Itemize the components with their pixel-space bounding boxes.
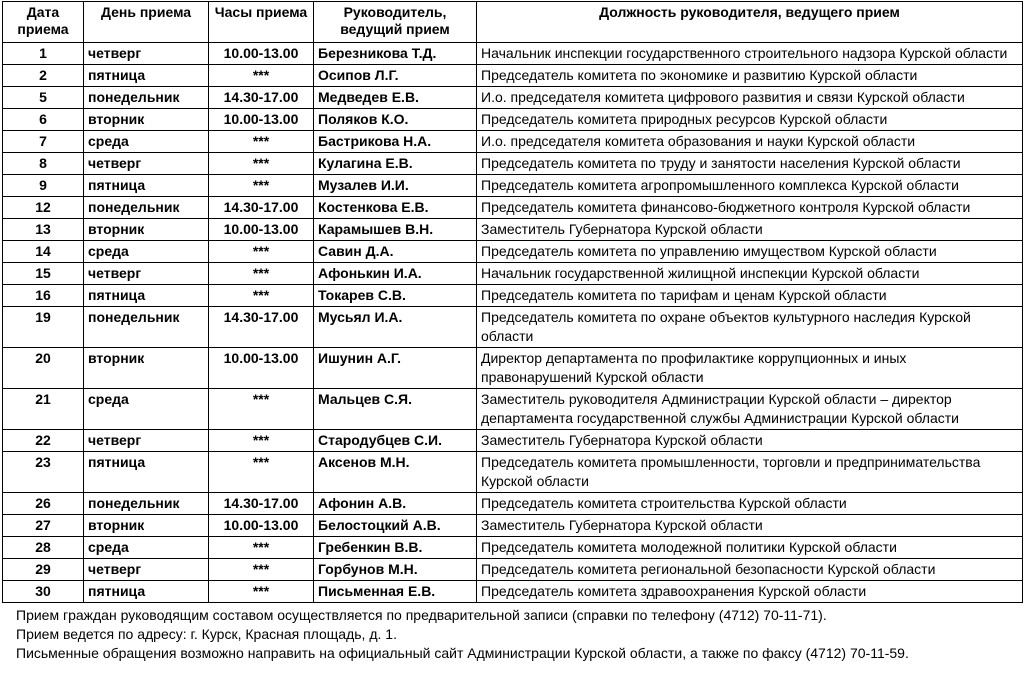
cell-hours: *** <box>209 241 314 263</box>
cell-day: понедельник <box>84 307 209 348</box>
cell-official-name: Гребенкин В.В. <box>314 537 477 559</box>
header-position: Должность руководителя, ведущего прием <box>477 2 1023 43</box>
note-written-appeals: Письменные обращения возможно направить на официальный сайт Администрации Курской области, а также по факсу (4712) 70-11-59. <box>16 645 909 661</box>
cell-day: вторник <box>84 109 209 131</box>
cell-official-name: Афонькин И.А. <box>314 263 477 285</box>
cell-date: 26 <box>3 493 84 515</box>
cell-date: 5 <box>3 87 84 109</box>
cell-official-name: Медведев Е.В. <box>314 87 477 109</box>
cell-date: 2 <box>3 65 84 87</box>
cell-position: Заместитель Губернатора Курской области <box>477 219 1023 241</box>
table-row <box>3 493 1023 515</box>
cell-hours: 10.00-13.00 <box>209 348 314 389</box>
cell-hours: *** <box>209 131 314 153</box>
cell-position: Председатель комитета по тарифам и ценам Курской области <box>477 285 1023 307</box>
cell-date: 28 <box>3 537 84 559</box>
cell-official-name: Музалев И.И. <box>314 175 477 197</box>
cell-day: четверг <box>84 430 209 452</box>
cell-official-name: Афонин А.В. <box>314 493 477 515</box>
cell-date: 19 <box>3 307 84 348</box>
cell-hours: 14.30-17.00 <box>209 197 314 219</box>
cell-date: 1 <box>3 43 84 65</box>
cell-position: Директор департамента по профилактике коррупционных и иных правонарушений Курской области <box>477 348 1023 389</box>
cell-hours: 14.30-17.00 <box>209 87 314 109</box>
cell-official-name: Аксенов М.Н. <box>314 452 477 493</box>
cell-official-name: Мусьял И.А. <box>314 307 477 348</box>
cell-official-name: Мальцев С.Я. <box>314 389 477 430</box>
cell-day: четверг <box>84 559 209 581</box>
cell-date: 16 <box>3 285 84 307</box>
cell-position: Заместитель руководителя Администрации Курской области – директор департамента государственной службы Администрации Курской области <box>477 389 1023 430</box>
cell-official-name: Письменная Е.В. <box>314 581 477 603</box>
table-row <box>3 219 1023 241</box>
table-row <box>3 537 1023 559</box>
cell-hours: *** <box>209 175 314 197</box>
cell-date: 29 <box>3 559 84 581</box>
table-row <box>3 197 1023 219</box>
cell-position: Председатель комитета по охране объектов культурного наследия Курской области <box>477 307 1023 348</box>
cell-hours: 10.00-13.00 <box>209 515 314 537</box>
cell-position: Председатель комитета строительства Курской области <box>477 493 1023 515</box>
table-row <box>3 109 1023 131</box>
cell-position: Начальник инспекции государственного строительного надзора Курской области <box>477 43 1023 65</box>
reception-schedule-table <box>2 1 1023 603</box>
table-row <box>3 241 1023 263</box>
cell-hours: *** <box>209 452 314 493</box>
cell-hours: *** <box>209 581 314 603</box>
cell-day: понедельник <box>84 493 209 515</box>
table-row <box>3 43 1023 65</box>
cell-date: 14 <box>3 241 84 263</box>
cell-position: Председатель комитета по управлению имуществом Курской области <box>477 241 1023 263</box>
cell-official-name: Березникова Т.Д. <box>314 43 477 65</box>
cell-date: 12 <box>3 197 84 219</box>
table-row <box>3 87 1023 109</box>
cell-day: вторник <box>84 515 209 537</box>
table-row <box>3 348 1023 389</box>
cell-official-name: Поляков К.О. <box>314 109 477 131</box>
cell-date: 7 <box>3 131 84 153</box>
cell-date: 8 <box>3 153 84 175</box>
table-row <box>3 65 1023 87</box>
cell-position: Председатель комитета региональной безопасности Курской области <box>477 559 1023 581</box>
table-row <box>3 389 1023 430</box>
cell-position: Председатель комитета промышленности, торговли и предпринимательства Курской области <box>477 452 1023 493</box>
cell-position: Председатель комитета здравоохранения Курской области <box>477 581 1023 603</box>
cell-day: четверг <box>84 43 209 65</box>
cell-day: понедельник <box>84 87 209 109</box>
cell-position: Председатель комитета молодежной политики Курской области <box>477 537 1023 559</box>
table-row <box>3 263 1023 285</box>
cell-date: 30 <box>3 581 84 603</box>
cell-date: 23 <box>3 452 84 493</box>
cell-date: 6 <box>3 109 84 131</box>
cell-hours: *** <box>209 263 314 285</box>
cell-date: 9 <box>3 175 84 197</box>
cell-date: 20 <box>3 348 84 389</box>
cell-hours: 10.00-13.00 <box>209 219 314 241</box>
cell-date: 22 <box>3 430 84 452</box>
table-row <box>3 559 1023 581</box>
note-appointment: Прием граждан руководящим составом осуществляется по предварительной записи (справки по телефону (4712) 70-11-71). <box>16 607 827 623</box>
cell-position: И.о. председателя комитета цифрового развития и связи Курской области <box>477 87 1023 109</box>
table-row <box>3 515 1023 537</box>
note-address: Прием ведется по адресу: г. Курск, Красная площадь, д. 1. <box>16 626 397 642</box>
cell-hours: *** <box>209 285 314 307</box>
cell-day: вторник <box>84 219 209 241</box>
cell-official-name: Карамышев В.Н. <box>314 219 477 241</box>
table-header-row <box>3 2 1023 43</box>
cell-day: пятница <box>84 452 209 493</box>
cell-day: четверг <box>84 263 209 285</box>
header-date: Дата приема <box>3 2 84 43</box>
cell-official-name: Бастрикова Н.А. <box>314 131 477 153</box>
cell-official-name: Горбунов М.Н. <box>314 559 477 581</box>
cell-position: Председатель комитета природных ресурсов Курской области <box>477 109 1023 131</box>
table-row <box>3 581 1023 603</box>
cell-hours: *** <box>209 559 314 581</box>
cell-day: среда <box>84 241 209 263</box>
footer-notes <box>2 606 1022 663</box>
cell-day: понедельник <box>84 197 209 219</box>
cell-position: Заместитель Губернатора Курской области <box>477 430 1023 452</box>
cell-hours: *** <box>209 389 314 430</box>
cell-hours: *** <box>209 65 314 87</box>
cell-official-name: Ишунин А.Г. <box>314 348 477 389</box>
cell-official-name: Савин Д.А. <box>314 241 477 263</box>
cell-position: Заместитель Губернатора Курской области <box>477 515 1023 537</box>
cell-position: Начальник государственной жилищной инспекции Курской области <box>477 263 1023 285</box>
table-row <box>3 131 1023 153</box>
table-row <box>3 285 1023 307</box>
cell-official-name: Токарев С.В. <box>314 285 477 307</box>
cell-day: среда <box>84 537 209 559</box>
cell-date: 21 <box>3 389 84 430</box>
cell-hours: *** <box>209 537 314 559</box>
cell-hours: 10.00-13.00 <box>209 109 314 131</box>
table-row <box>3 430 1023 452</box>
cell-hours: 10.00-13.00 <box>209 43 314 65</box>
cell-position: И.о. председателя комитета образования и науки Курской области <box>477 131 1023 153</box>
cell-official-name: Костенкова Е.В. <box>314 197 477 219</box>
cell-hours: 14.30-17.00 <box>209 493 314 515</box>
table-row <box>3 175 1023 197</box>
cell-day: вторник <box>84 348 209 389</box>
cell-day: среда <box>84 389 209 430</box>
cell-hours: *** <box>209 153 314 175</box>
cell-position: Председатель комитета по труду и занятости населения Курской области <box>477 153 1023 175</box>
header-official: Руководитель, ведущий прием <box>314 2 477 43</box>
cell-day: четверг <box>84 153 209 175</box>
cell-official-name: Кулагина Е.В. <box>314 153 477 175</box>
cell-date: 13 <box>3 219 84 241</box>
cell-hours: *** <box>209 430 314 452</box>
cell-official-name: Осипов Л.Г. <box>314 65 477 87</box>
cell-date: 27 <box>3 515 84 537</box>
header-day: День приема <box>84 2 209 43</box>
table-row <box>3 307 1023 348</box>
schedule-document <box>2 1 1022 663</box>
cell-day: пятница <box>84 581 209 603</box>
cell-day: пятница <box>84 175 209 197</box>
cell-official-name: Белостоцкий А.В. <box>314 515 477 537</box>
cell-date: 15 <box>3 263 84 285</box>
cell-position: Председатель комитета финансово-бюджетного контроля Курской области <box>477 197 1023 219</box>
cell-position: Председатель комитета по экономике и развитию Курской области <box>477 65 1023 87</box>
cell-day: пятница <box>84 285 209 307</box>
cell-day: среда <box>84 131 209 153</box>
cell-position: Председатель комитета агропромышленного комплекса Курской области <box>477 175 1023 197</box>
table-row <box>3 153 1023 175</box>
cell-hours: 14.30-17.00 <box>209 307 314 348</box>
cell-day: пятница <box>84 65 209 87</box>
table-row <box>3 452 1023 493</box>
cell-official-name: Стародубцев С.И. <box>314 430 477 452</box>
header-hours: Часы приема <box>209 2 314 43</box>
